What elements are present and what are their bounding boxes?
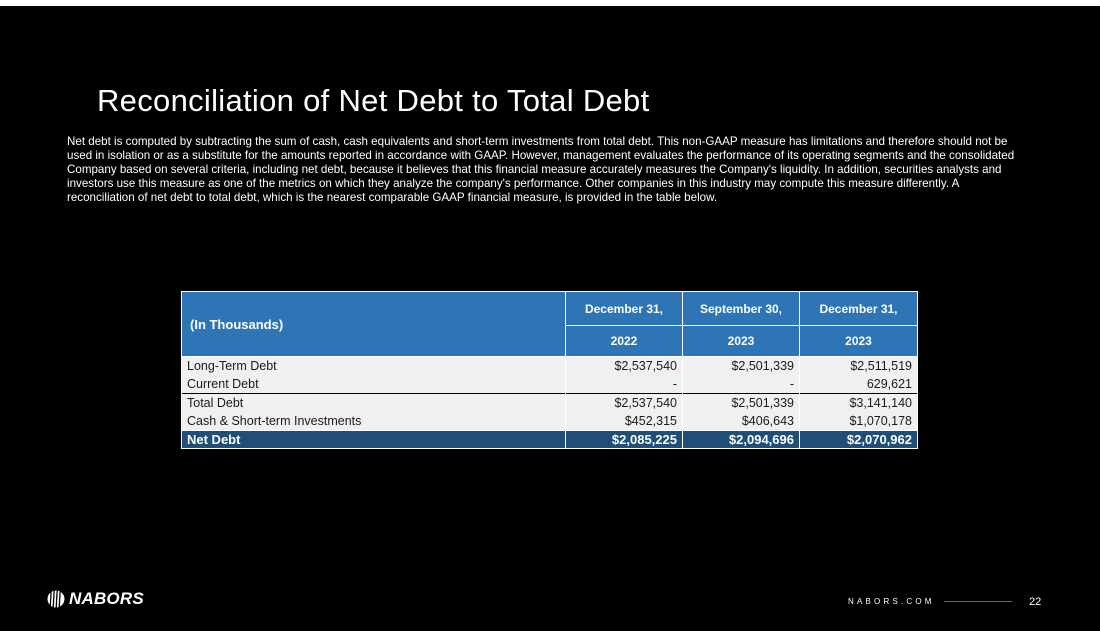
column-header-year: 2023: [683, 326, 800, 357]
nabors-logo-icon: [47, 590, 66, 608]
table-header-row: [182, 292, 918, 326]
unit-label: (In Thousands): [182, 292, 566, 357]
cell-value: $2,501,339: [683, 357, 800, 376]
cell-value: -: [683, 375, 800, 394]
column-header-year: 2023: [800, 326, 918, 357]
cell-value: $1,070,178: [800, 412, 918, 431]
slide-title: Reconciliation of Net Debt to Total Debt: [97, 83, 650, 118]
page-number: 22: [1029, 596, 1042, 608]
cell-value: $2,501,339: [683, 394, 800, 413]
cell-value: $2,094,696: [683, 431, 800, 449]
row-label: Current Debt: [182, 375, 566, 394]
row-label: Cash & Short-term Investments: [182, 412, 566, 431]
column-header-month: September 30,: [683, 292, 800, 326]
table-row: [182, 357, 918, 376]
column-header-month: December 31,: [566, 292, 683, 326]
table-row: [182, 412, 918, 431]
cell-value: $406,643: [683, 412, 800, 431]
nabors-logo: [47, 589, 144, 609]
top-strip: [0, 0, 1100, 6]
footer-divider: [944, 601, 1012, 602]
cell-value: $2,537,540: [566, 394, 683, 413]
table-row: [182, 375, 918, 394]
cell-value: 629,621: [800, 375, 918, 394]
cell-value: $2,537,540: [566, 357, 683, 376]
cell-value: $2,070,962: [800, 431, 918, 449]
column-header-month: December 31,: [800, 292, 918, 326]
cell-value: $3,141,140: [800, 394, 918, 413]
column-header-year: 2022: [566, 326, 683, 357]
cell-value: $452,315: [566, 412, 683, 431]
net-debt-table: [181, 291, 918, 449]
website-label: NABORS.COM: [848, 597, 935, 606]
intro-paragraph: Net debt is computed by subtracting the sum of cash, cash equivalents and short-term investments from total debt. This non-GAAP measure has limitations and therefore should not be used in isolation or as a substitute for the amounts reported in accordance with GAAP. However, management evaluates the performance of its operating segments and the consolidated Company based on several criteria, including net debt, because it believes that this financial measure accurately measures the Company's liquidity. In addition, securities analysts and investors use this measure as one of the metrics on which they analyze the company's performance. Other companies in this industry may compute this measure differently. A reconciliation of net debt to total debt, which is the nearest comparable GAAP financial measure, is provided in the table below.: [67, 135, 1015, 204]
table-row: [182, 394, 918, 413]
logo-text: NABORS: [69, 589, 144, 608]
row-label: Net Debt: [182, 431, 566, 449]
cell-value: $2,511,519: [800, 357, 918, 376]
row-label: Long-Term Debt: [182, 357, 566, 376]
row-label: Total Debt: [182, 394, 566, 413]
cell-value: -: [566, 375, 683, 394]
net-debt-row: [182, 431, 918, 449]
cell-value: $2,085,225: [566, 431, 683, 449]
